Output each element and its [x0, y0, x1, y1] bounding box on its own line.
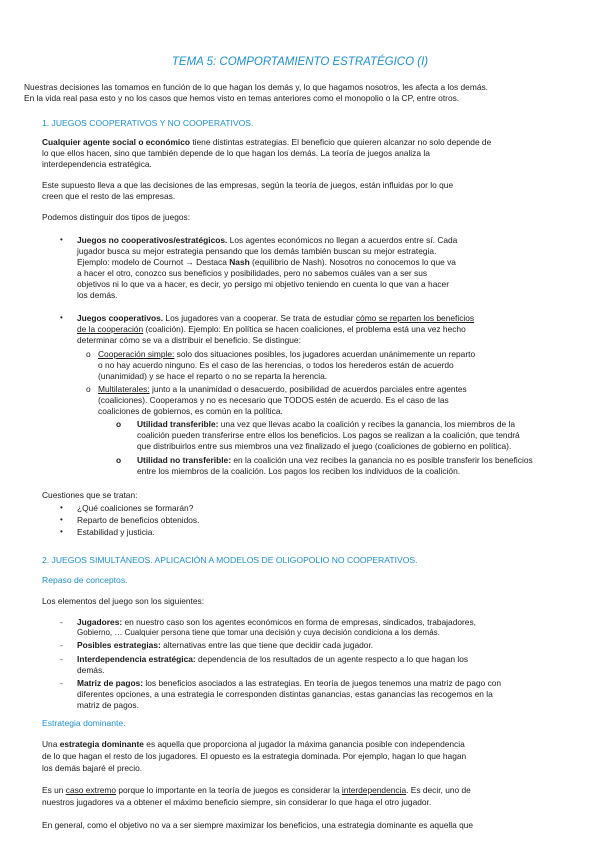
strategies-line: Posibles estrategias: alternativas entre las que tiene que decidir cada jugador. — [77, 640, 374, 650]
small-bullet-icon: • — [60, 515, 63, 524]
non-coop-line-2: jugador busca su mejor estrategia pensando que los demás también buscan su mejor estrategia. — [77, 246, 437, 256]
payoff-matrix-line-1: Matriz de pagos: los beneficios asociados a las estrategias. En teoría de juegos tenemos una matriz de pago con — [77, 678, 502, 688]
coop-line-3: determinar cómo se va a distribuir el beneficio. Se distingue: — [77, 335, 301, 345]
non-coop-line-5: objetivos ni lo que va a hacer, es decir, yo persigo mi objetivo teniendo en cuenta lo que van a hacer — [77, 279, 449, 289]
dash-bullet: - — [60, 640, 63, 650]
small-bullet-icon: • — [60, 527, 63, 536]
dash-bullet: - — [60, 678, 63, 688]
paragraph-2-line-2: creen que el resto de las empresas. — [42, 191, 176, 201]
bold-term: Cualquier agente social o económico — [42, 137, 190, 147]
square-bullet-icon: o — [116, 455, 122, 465]
coop-line-1: Juegos cooperativos. Los jugadores van a cooperar. Se trata de estudiar cómo se reparten los beneficios — [77, 313, 475, 323]
players-line-2: Gobierno, … Cualquier persona tiene que tomar una decisión y cuya decisión condiciona a los demás. — [77, 628, 440, 637]
questions-heading: Cuestiones que se tratan: — [42, 490, 138, 500]
page-title: TEMA 5: COMPORTAMIENTO ESTRATÉGICO (I) — [171, 56, 429, 68]
non-transferable-line-1: Utilidad no transferible: en la coalición una vez recibes la ganancia no es posible transferir los beneficios — [137, 455, 533, 465]
dominant-line-3: los demás bajaré el precio. — [42, 763, 143, 773]
dash-bullet: - — [60, 617, 63, 627]
circle-bullet-icon: o — [86, 384, 91, 394]
non-coop-line-4: a hacer el otro, conozco sus beneficios y posibilidades, pero no sabemos cuáles van a ser sus — [77, 268, 428, 278]
multilateral-line-3: coaliciones de gobiernos, es común en la política. — [98, 406, 283, 416]
square-bullet-icon: o — [116, 419, 122, 429]
coop-line-2: de la cooperación (coalición). Ejemplo: En política se hacen coaliciones, el problema está una vez hecho — [77, 324, 466, 334]
bullet-icon: • — [60, 235, 63, 244]
extreme-case-line-2: nuestros jugadores va a obtener el máximo beneficio siempre, sin considerar lo que haga el otro jugador. — [42, 797, 432, 807]
circle-bullet-icon: o — [86, 349, 91, 359]
paragraph-1-line-1: Cualquier agente social o económico tiene distintas estrategias. El beneficio que quieren alcanzar no solo depende de — [42, 137, 492, 147]
intro-line-1: Nuestras decisiones las tomamos en función de lo que hagan los demás y, lo que hagamos nosotros, les afecta a los demás. — [24, 82, 488, 92]
bullet-icon: • — [60, 313, 63, 322]
dominant-line-2: de lo que hagan el resto de los jugadores. El opuesto es la estrategia dominada. Por ejemplo, hagan lo que hagan — [42, 751, 467, 761]
simple-coop-line-3: (unanimidad) y se hace el reparto o no se reparta la herencia. — [98, 371, 328, 381]
paragraph-3: Podemos distinguir dos tipos de juegos: — [42, 212, 191, 222]
dominant-strategy-heading: Estrategia dominante. — [42, 718, 126, 728]
elements-intro: Los elementos del juego son los siguientes: — [42, 596, 205, 606]
section-2-heading: 2. JUEGOS SIMULTÁNEOS. APLICACIÓN A MODELOS DE OLIGOPOLIO NO COOPERATIVOS. — [42, 555, 418, 565]
non-coop-line-6: los demás. — [77, 290, 118, 300]
payoff-matrix-line-2: diferentes opciones, a una estrategia le corresponden distintas ganancias, estas ganancias las recogemos en la — [77, 689, 493, 699]
multilateral-line-2: (coaliciones). Cooperamos y no es necesario que TODOS estén de acuerdo. Es el caso de las — [98, 395, 449, 405]
payoff-matrix-line-3: matriz de pagos. — [77, 700, 139, 710]
interdependence-line-2: demás. — [77, 665, 105, 675]
paragraph-2-line-1: Este supuesto lleva a que las decisiones de las empresas, según la teoría de juegos, están influidas por lo que — [42, 180, 454, 190]
final-line: En general, como el objetivo no va a ser siempre maximizar los beneficios, una estrategia dominante es aquella que — [42, 820, 474, 830]
simple-coop-line-1: Cooperación simple: solo dos situaciones posibles, los jugadores acuerdan unánimemente un reparto — [98, 349, 476, 359]
section-1-heading: 1. JUEGOS COOPERATIVOS Y NO COOPERATIVOS. — [42, 118, 254, 128]
intro-line-2: En la vida real pasa esto y no los casos que hemos visto en temas anteriores como el monopolio o la CP, entre otros. — [24, 93, 460, 103]
concepts-heading: Repaso de conceptos. — [42, 575, 128, 585]
dominant-line-1: Una estrategia dominante es aquella que proporciona al jugador la máxima ganancia posible con independencia — [42, 739, 465, 749]
question-2: Reparto de beneficios obtenidos. — [77, 515, 200, 525]
paragraph-1-line-2: lo que ellos hacen, sino que también depende de lo que hagan los demás. La teoría de juegos analiza la — [42, 148, 430, 158]
non-coop-line-3: Ejemplo: modelo de Cournot → Destaca Nash (equilibrio de Nash). Nosotros no conocemos lo que va — [77, 257, 456, 267]
non-transferable-line-2: entre los miembros de la coalición. Los pagos los reciben los individuos de la coalición. — [137, 466, 461, 476]
multilateral-line-1: Multilaterales: junto a la unanimidad o desacuerdo, posibilidad de acuerdos parciales entre agentes — [98, 384, 467, 394]
paragraph-1-line-3: interdependencia estratégica. — [42, 159, 152, 169]
transferable-line-2: coalición pueden transferirse entre ellos los beneficios. Los pagos se realizan a la coalición, que tendrá — [137, 430, 520, 440]
transferable-line-3: que distribuirlos entre sus miembros una vez finalizado el juego (coaliciones de gobierno en política). — [137, 441, 512, 451]
question-1: ¿Qué coaliciones se formarán? — [77, 503, 194, 513]
small-bullet-icon: • — [60, 503, 63, 512]
players-line-1: Jugadores: en nuestro caso son los agentes económicos en forma de empresas, sindicados, trabajadores, — [77, 617, 476, 627]
dash-bullet: - — [60, 654, 63, 664]
extreme-case-line-1: Es un caso extremo porque lo importante en la teoría de juegos es considerar la interdependencia. Es decir, uno de — [42, 785, 471, 795]
non-coop-line-1: Juegos no cooperativos/estratégicos. Los agentes económicos no llegan a acuerdos entre sí. Cada — [77, 235, 458, 245]
transferable-line-1: Utilidad transferible: una vez que llevas acabo la coalición y recibes la ganancia, los miembros de la — [137, 419, 515, 429]
simple-coop-line-2: o no hay acuerdo ninguno. Es el caso de las herencias, o todos los herederos están de acuerdo — [98, 360, 454, 370]
question-3: Estabilidad y justicia. — [77, 527, 155, 537]
interdependence-line-1: Interdependencia estratégica: dependencia de los resultados de un agente respecto a lo que hagan los — [77, 654, 469, 664]
